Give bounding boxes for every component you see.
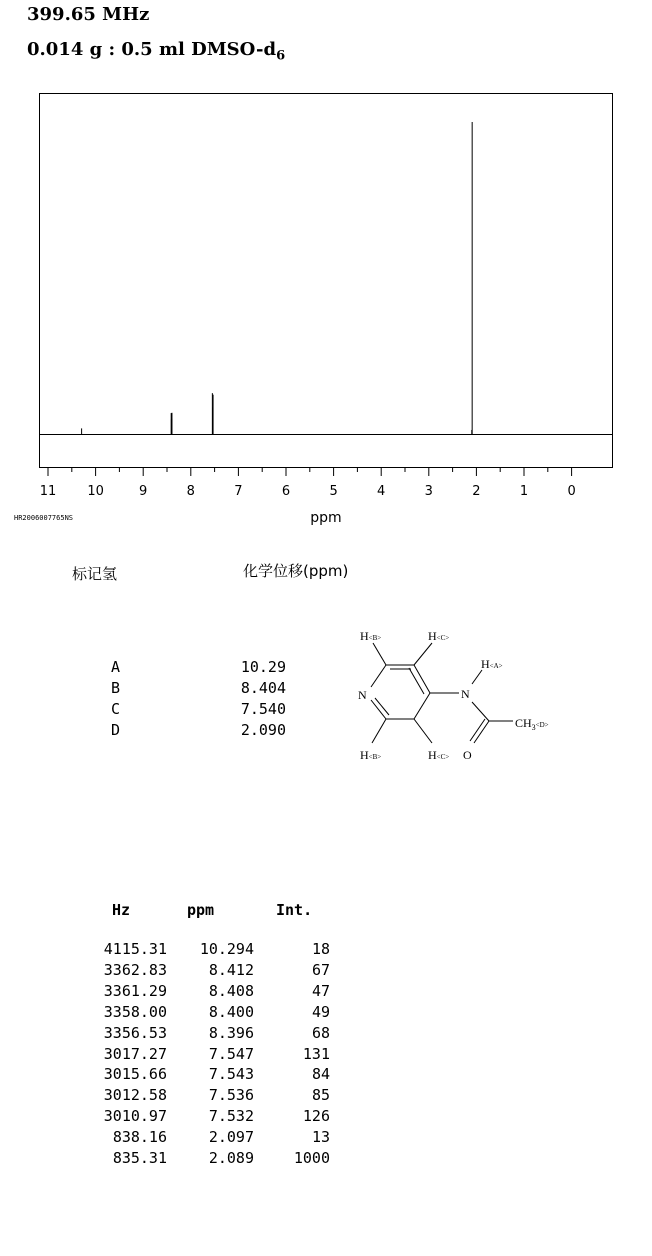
peak-cell: 7.543 — [208, 1065, 254, 1084]
peak-cell: 838.16 — [112, 1128, 167, 1147]
peak-cell: 8.396 — [208, 1023, 254, 1042]
assign-shift-d: 2.090 — [240, 721, 286, 739]
peak-cell: 7.532 — [208, 1107, 254, 1126]
group-ch3: $CH_3^{<D>}$ — [515, 716, 549, 732]
peak-cell: 3012.58 — [103, 1086, 167, 1105]
peak-cell: 18 — [311, 940, 330, 958]
x-tick-label: 9 — [139, 484, 148, 499]
peak-cell: 3017.27 — [103, 1044, 167, 1063]
assign-label-c: C — [111, 700, 121, 718]
x-tick-label: 2 — [472, 484, 481, 499]
assign-label-b: B — [111, 679, 121, 697]
assign-label-d: D — [111, 721, 121, 739]
x-tick-label: 1 — [519, 484, 529, 499]
peak-cell: 85 — [311, 1086, 330, 1105]
x-tick-label: 5 — [329, 484, 338, 499]
peak-header-int: Int. — [276, 901, 313, 919]
atom-h-c-top: H<C> — [428, 629, 450, 643]
peak-header-ppm: ppm — [187, 901, 215, 919]
x-tick-label: 7 — [234, 484, 243, 499]
spectrum-code: HR2006007765NS — [14, 514, 74, 522]
assign-shift-b: 8.404 — [240, 679, 286, 697]
assign-shift-c: 7.540 — [240, 700, 286, 718]
frequency-label: 399.65 MHz — [27, 4, 150, 25]
peak-cell: 3010.97 — [103, 1107, 167, 1126]
peak-cell: 2.097 — [208, 1128, 254, 1147]
x-tick-label: 6 — [281, 484, 291, 499]
x-tick-label: 8 — [186, 484, 195, 499]
peak-cell: 13 — [311, 1128, 330, 1147]
assign-label-a: A — [111, 658, 121, 676]
assign-header-shift: 化学位移(ppm) — [243, 562, 349, 580]
assign-header-label: 标记氢 — [72, 565, 118, 583]
peak-cell: 67 — [311, 960, 330, 979]
peak-cell: 3362.83 — [103, 960, 167, 979]
peak-cell: 8.408 — [208, 981, 254, 1000]
peak-header-hz: Hz — [112, 901, 131, 919]
peak-cell: 131 — [302, 1044, 330, 1063]
peak-cell: 8.412 — [208, 960, 254, 979]
atom-n-amide: N — [461, 687, 470, 701]
peak-cell: 3361.29 — [103, 981, 167, 1000]
peak-cell: 8.400 — [208, 1002, 254, 1021]
peak-cell: 4115.31 — [103, 940, 167, 958]
x-tick-label: 3 — [424, 484, 433, 499]
peak-cell: 49 — [311, 1002, 330, 1021]
peak-cell: 1000 — [293, 1149, 330, 1167]
peak-cell: 10.294 — [199, 940, 254, 958]
atom-h-b-top: H<B> — [360, 629, 382, 643]
atom-n-ring: N — [358, 688, 367, 702]
x-tick-label: 10 — [87, 484, 104, 499]
peak-cell: 7.547 — [208, 1044, 254, 1063]
atom-h-a: H<A> — [481, 657, 503, 671]
peak-cell: 3358.00 — [103, 1002, 167, 1021]
peak-cell: 3015.66 — [103, 1065, 167, 1084]
atom-o: O — [463, 748, 472, 762]
atom-h-c-bottom: H<C> — [428, 748, 450, 762]
peak-cell: 3356.53 — [103, 1023, 167, 1042]
peak-cell: 835.31 — [112, 1149, 167, 1167]
molecule-bonds — [371, 643, 513, 743]
atom-h-b-bottom: H<B> — [360, 748, 382, 762]
assign-shift-a: 10.29 — [240, 658, 286, 676]
peak-cell: 7.536 — [208, 1086, 254, 1105]
peak-cell: 47 — [311, 981, 330, 1000]
sample-subscript: 6 — [276, 48, 286, 64]
sample-text: 0.014 g : 0.5 ml DMSO-d — [27, 39, 277, 60]
x-tick-label: 0 — [567, 484, 576, 499]
peak-cell: 126 — [302, 1107, 330, 1126]
peak-cell: 2.089 — [208, 1149, 254, 1167]
x-axis-label: ppm — [310, 510, 342, 526]
x-tick-label: 11 — [39, 484, 57, 499]
peak-cell: 84 — [311, 1065, 330, 1084]
peak-cell: 68 — [311, 1023, 330, 1042]
x-tick-label: 4 — [377, 484, 386, 499]
